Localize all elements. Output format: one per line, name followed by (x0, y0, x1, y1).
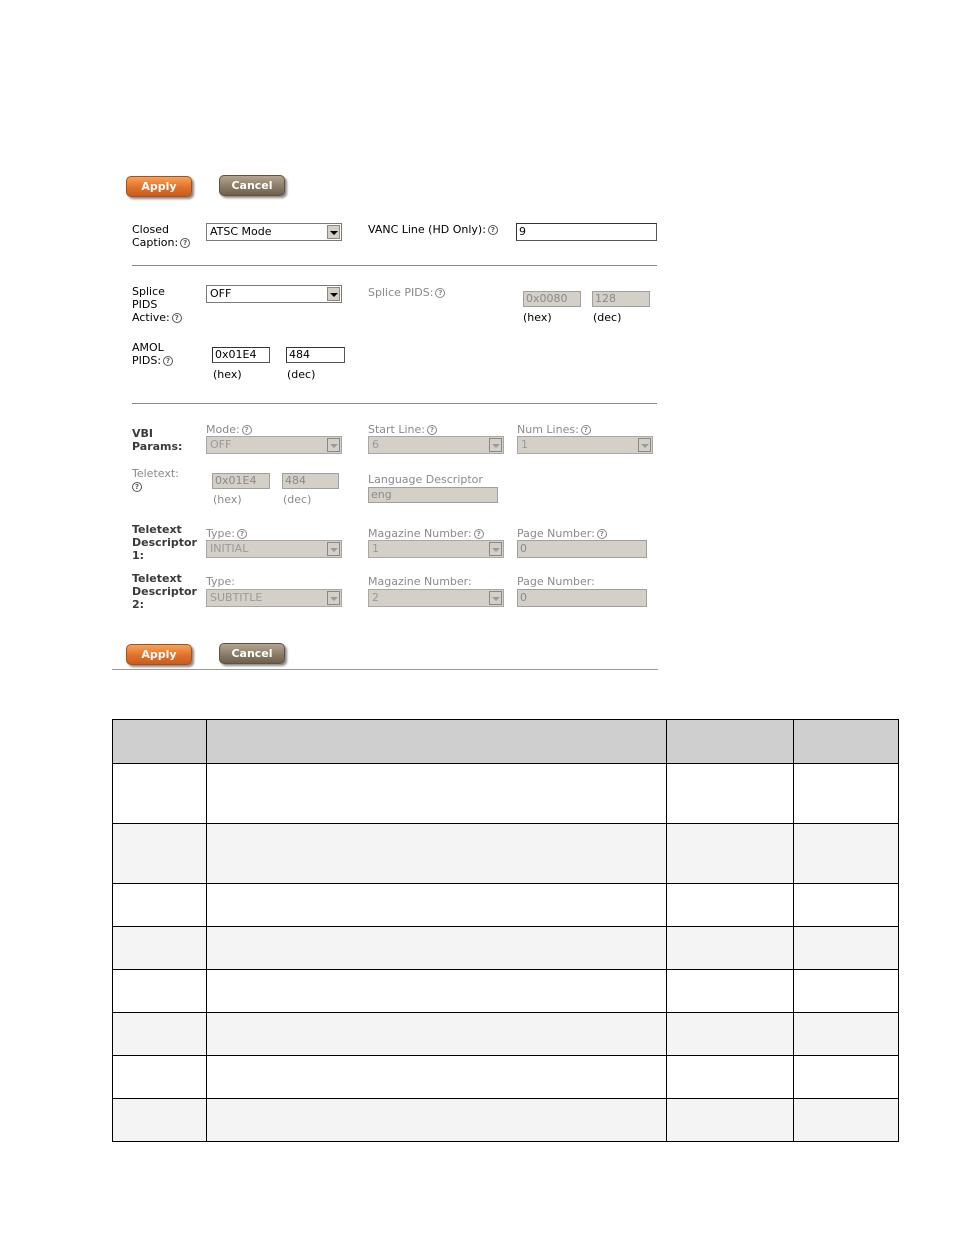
chevron-down-icon (327, 542, 340, 556)
apply-button-top[interactable]: Apply (126, 176, 192, 197)
table-row (113, 884, 899, 927)
descriptor-1-magazine-select[interactable]: 1 (368, 540, 504, 558)
help-icon[interactable]: ? (435, 288, 445, 298)
dec-caption: (dec) (283, 493, 312, 506)
teletext-label: Teletext: ? (132, 467, 179, 491)
apply-button-bottom[interactable]: Apply (126, 644, 192, 665)
help-icon[interactable]: ? (488, 225, 498, 235)
help-icon[interactable]: ? (597, 529, 607, 539)
chevron-down-icon (489, 591, 502, 605)
splice-active-label: Splice PIDS Active: ? (132, 285, 182, 324)
chevron-down-icon (489, 438, 502, 452)
table-row (113, 1056, 899, 1099)
descriptor-2-type-select[interactable]: SUBTITLE (206, 589, 342, 607)
descriptor-2-type-label: Type: (206, 575, 235, 588)
vbi-mode-label: Mode: ? (206, 423, 252, 436)
divider (132, 403, 657, 404)
parameter-table (112, 719, 899, 1142)
table-header-row (113, 720, 899, 764)
dec-caption: (dec) (287, 368, 316, 381)
table-row (113, 1013, 899, 1056)
chevron-down-icon (327, 287, 340, 301)
chevron-down-icon (638, 438, 651, 452)
descriptor-2-page-label: Page Number: (517, 575, 595, 588)
teletext-dec-input[interactable]: 484 (282, 473, 339, 489)
num-lines-select[interactable]: 1 (517, 436, 653, 454)
table-header-cell (113, 720, 207, 764)
vanc-line-input[interactable]: 9 (516, 223, 657, 241)
help-icon[interactable]: ? (180, 238, 190, 248)
cancel-button-bottom[interactable]: Cancel (219, 643, 285, 664)
table-row (113, 927, 899, 970)
table-row (113, 970, 899, 1013)
bottom-divider (112, 669, 658, 670)
table-row (113, 764, 899, 824)
help-icon[interactable]: ? (242, 425, 252, 435)
start-line-select[interactable]: 6 (368, 436, 504, 454)
num-lines-label: Num Lines: ? (517, 423, 591, 436)
hex-caption: (hex) (213, 493, 242, 506)
cancel-button-top[interactable]: Cancel (219, 175, 285, 196)
table-header-cell (667, 720, 794, 764)
table-header-cell (794, 720, 899, 764)
chevron-down-icon (327, 438, 340, 452)
descriptor-2-page-input[interactable]: 0 (517, 589, 647, 607)
vbi-mode-select[interactable]: OFF (206, 436, 342, 454)
descriptor-2-magazine-label: Magazine Number: (368, 575, 472, 588)
help-icon[interactable]: ? (427, 425, 437, 435)
closed-caption-label: Closed Caption: ? (132, 223, 190, 249)
closed-caption-select[interactable]: ATSC Mode (206, 223, 342, 241)
teletext-hex-input[interactable]: 0x01E4 (212, 473, 270, 489)
descriptor-1-type-label: Type: ? (206, 527, 247, 540)
help-icon[interactable]: ? (132, 482, 142, 492)
vanc-line-label: VANC Line (HD Only): ? (368, 223, 498, 236)
divider (132, 265, 657, 266)
descriptor-1-page-input[interactable]: 0 (517, 540, 647, 558)
splice-hex-input[interactable]: 0x0080 (523, 291, 581, 307)
descriptor-1-label: Teletext Descriptor 1: (132, 523, 197, 562)
descriptor-2-label: Teletext Descriptor 2: (132, 572, 197, 611)
table-header-cell (207, 720, 667, 764)
hex-caption: (hex) (523, 311, 552, 324)
help-icon[interactable]: ? (163, 356, 173, 366)
splice-pids-label: Splice PIDS: ? (368, 286, 445, 299)
help-icon[interactable]: ? (581, 425, 591, 435)
descriptor-1-magazine-label: Magazine Number: ? (368, 527, 484, 540)
start-line-label: Start Line: ? (368, 423, 437, 436)
chevron-down-icon (327, 591, 340, 605)
splice-active-select[interactable]: OFF (206, 285, 342, 303)
help-icon[interactable]: ? (474, 529, 484, 539)
help-icon[interactable]: ? (237, 529, 247, 539)
descriptor-1-type-select[interactable]: INITIAL (206, 540, 342, 558)
table-row (113, 824, 899, 884)
language-descriptor-input[interactable]: eng (368, 487, 498, 503)
vbi-params-label: VBI Params: (132, 427, 183, 453)
hex-caption: (hex) (213, 368, 242, 381)
descriptor-1-page-label: Page Number: ? (517, 527, 607, 540)
descriptor-2-magazine-select[interactable]: 2 (368, 589, 504, 607)
splice-dec-input[interactable]: 128 (592, 291, 650, 307)
language-descriptor-label: Language Descriptor (368, 473, 483, 486)
chevron-down-icon (489, 542, 502, 556)
table-row (113, 1099, 899, 1142)
amol-dec-input[interactable]: 484 (286, 347, 345, 363)
dec-caption: (dec) (593, 311, 622, 324)
help-icon[interactable]: ? (172, 313, 182, 323)
amol-pids-label: AMOL PIDS: ? (132, 341, 173, 367)
chevron-down-icon (327, 225, 340, 239)
amol-hex-input[interactable]: 0x01E4 (212, 347, 270, 363)
